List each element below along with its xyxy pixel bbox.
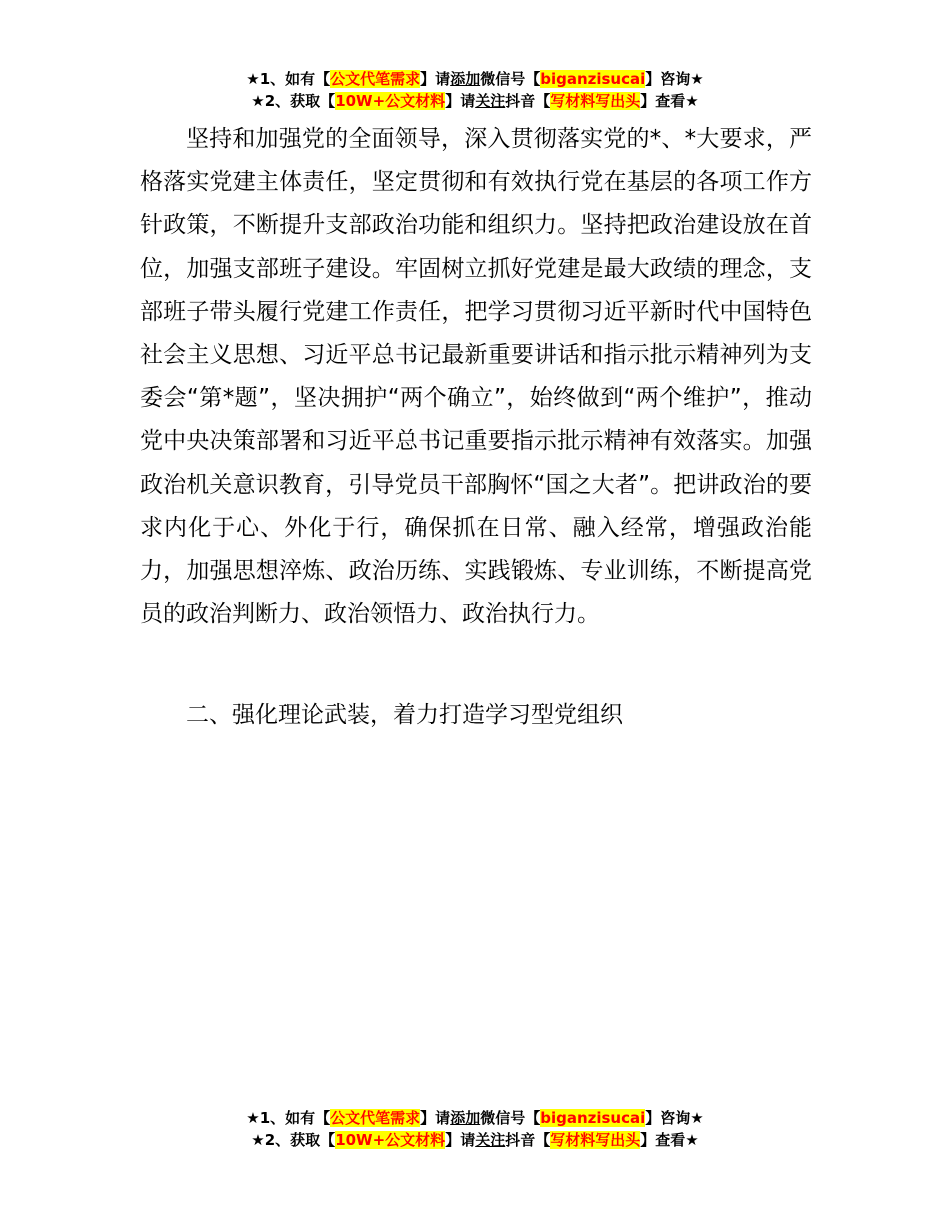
underlined-word: 关注	[475, 1131, 506, 1149]
header-banner	[0, 68, 950, 112]
highlight-douyin-id: 写材料写出头	[550, 1131, 641, 1149]
highlight-wechat-id: biganzisucai	[540, 1109, 646, 1127]
banner-line-2: ★2、获取【10W+公文材料】请关注抖音【写材料写出头】查看★	[251, 1131, 699, 1149]
banner-line-1: ★1、如有【公文代笔需求】请添加微信号【biganzisucai】咨询★	[246, 1109, 704, 1127]
highlight-materials: 10W+公文材料	[335, 1131, 446, 1149]
section-heading: 二、强化理论武装，着力打造学习型党组织	[186, 702, 623, 728]
highlight-douyin-id: 写材料写出头	[550, 92, 641, 110]
footer-banner	[0, 1107, 950, 1151]
highlight-wechat-id: biganzisucai	[540, 70, 646, 88]
underlined-word: 添加	[450, 1109, 481, 1127]
body-paragraph: 坚持和加强党的全面领导，深入贯彻落实党的*、*大要求，严格落实党建主体责任，坚定贯彻和有效执行党在基层的各项工作方针政策，不断提升支部政治功能和组织力。坚持把政治建设放在首位，加强支部班子建设。牢固树立抓好党建是最大政绩的理念，支部班子带头履行党建工作责任，把学习贯彻习近平新时代中国特色社会主义思想、习近平总书记最新重要讲话和指示批示精神列为支委会“第*题”，坚决拥护“两个确立”，始终做到“两个维护”，推动党中央决策部署和习近平总书记重要指示批示精神有效落实。加强政治机关意识教育，引导党员干部胸怀“国之大者”。把讲政治的要求内化于心、外化于行，确保抓在日常、融入经常，增强政治能力，加强思想淬炼、政治历练、实践锻炼、专业训练，不断提高党员的政治判断力、政治领悟力、政治执行力。	[140, 126, 812, 628]
underlined-word: 添加	[450, 70, 481, 88]
highlight-service: 公文代笔需求	[330, 70, 421, 88]
banner-line-1: ★1、如有【公文代笔需求】请添加微信号【biganzisucai】咨询★	[246, 70, 704, 88]
underlined-word: 关注	[475, 92, 506, 110]
highlight-materials: 10W+公文材料	[335, 92, 446, 110]
highlight-service: 公文代笔需求	[330, 1109, 421, 1127]
banner-line-2: ★2、获取【10W+公文材料】请关注抖音【写材料写出头】查看★	[251, 92, 699, 110]
